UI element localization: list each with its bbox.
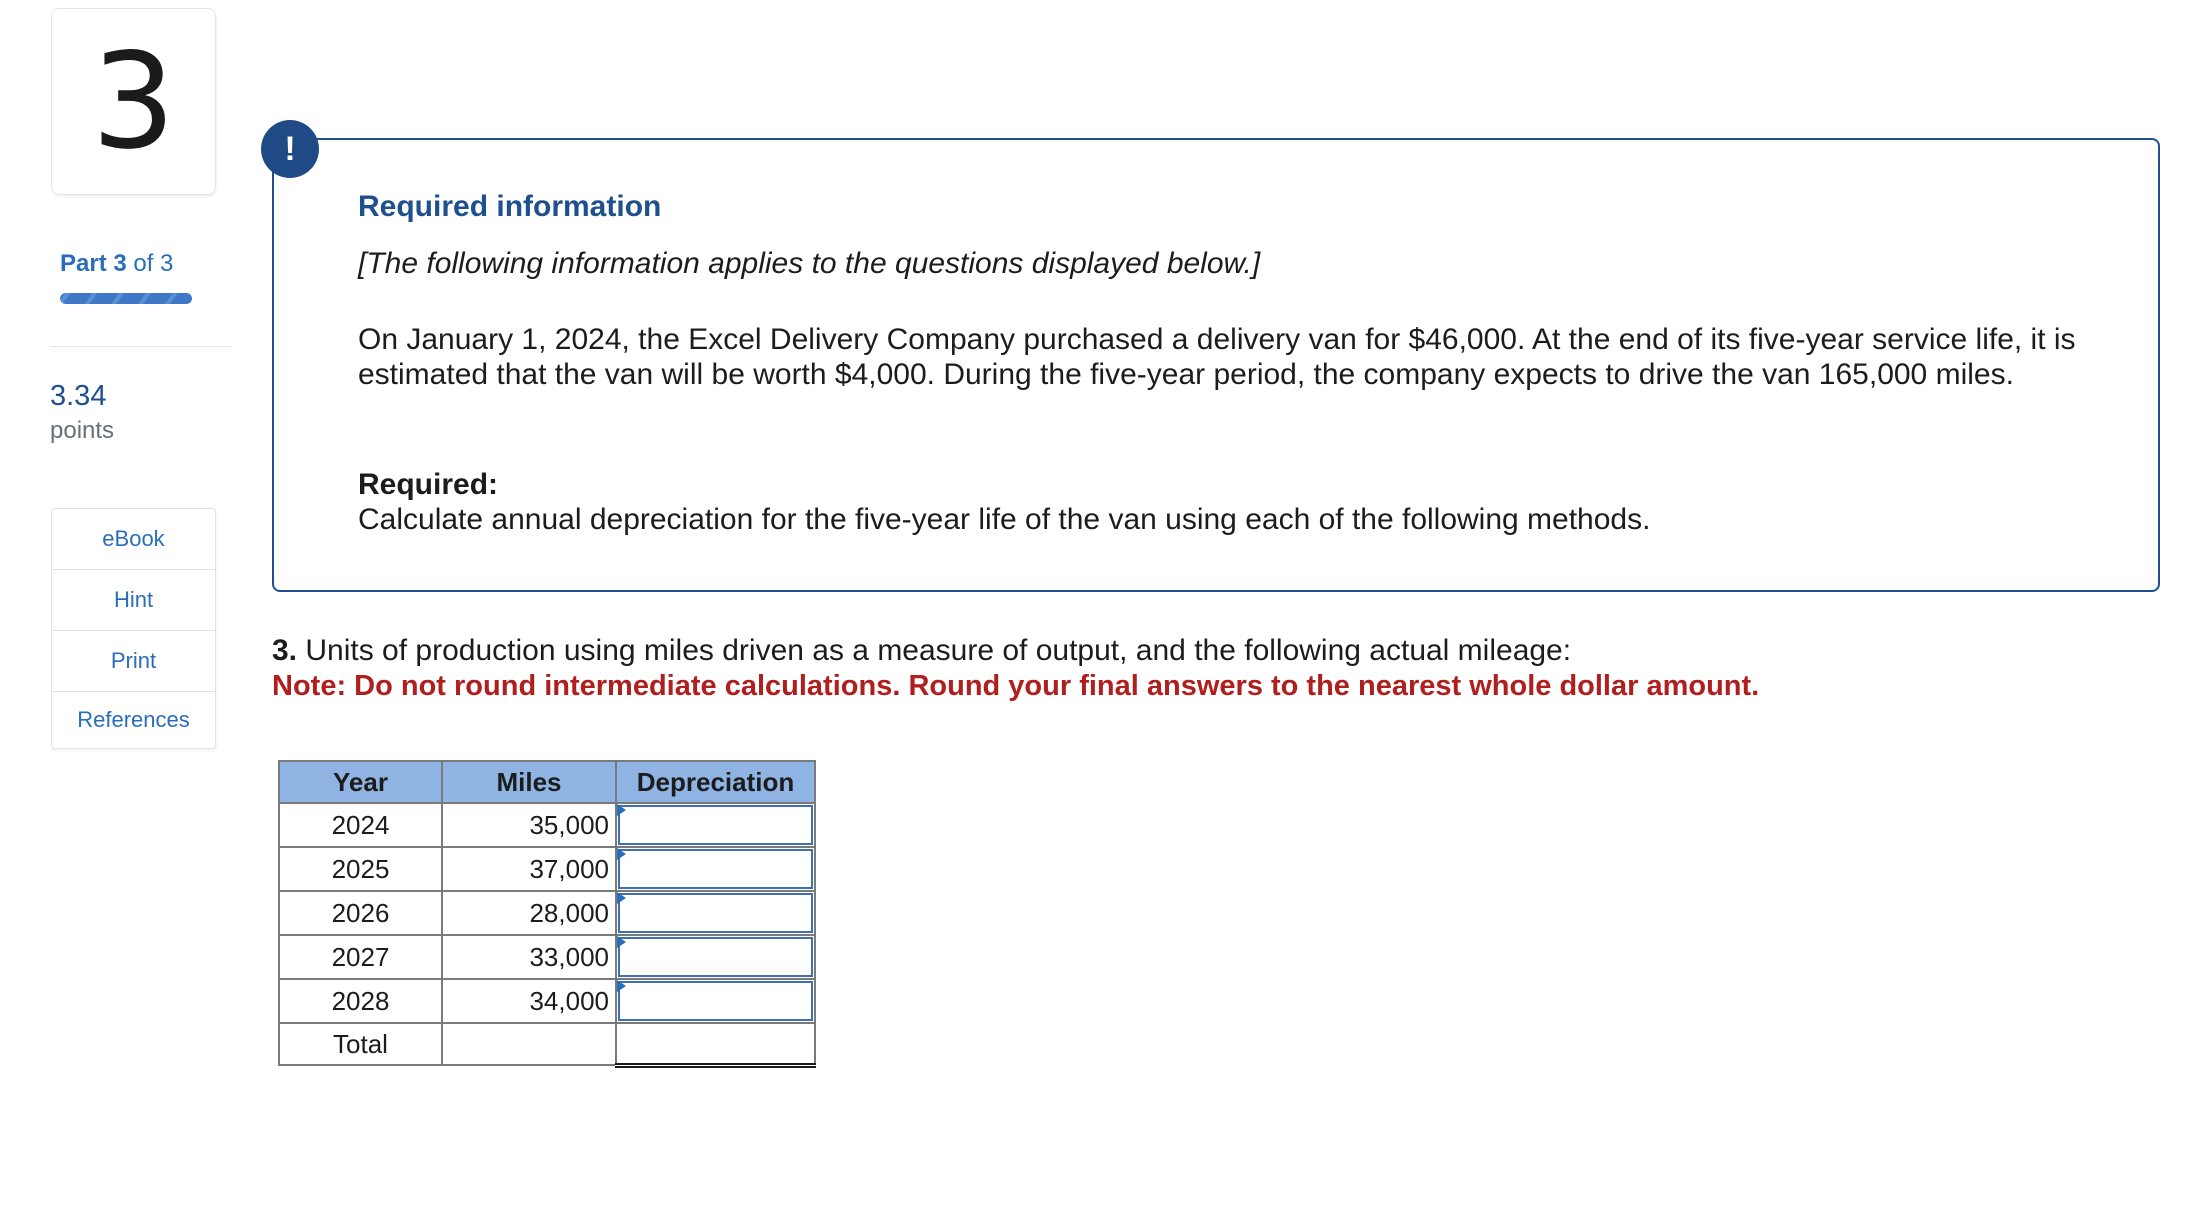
question-number: 3 [51,8,216,195]
table-row [279,935,815,979]
depreciation-cell [616,847,815,891]
depreciation-cell [616,891,815,935]
required-label: Required: [358,468,499,501]
year-cell: 2024 [279,803,442,847]
table-row [279,979,815,1023]
year-cell: 2028 [279,979,442,1023]
year-cell: 2025 [279,847,442,891]
miles-cell: 35,000 [442,803,616,847]
depreciation-input-2025[interactable] [618,849,813,889]
part-indicator-total: of 3 [126,250,174,277]
depreciation-table [278,760,816,1068]
depreciation-cell [616,935,815,979]
sidebar-divider [50,346,232,347]
depreciation-input-2026[interactable] [618,893,813,933]
part-progress-fill [60,293,192,304]
rounding-note: Note: Do not round intermediate calculations. Round your final answers to the nearest whole dollar amount. [272,670,1760,702]
header-depreciation: Depreciation [616,761,815,803]
total-depreciation-cell [616,1023,815,1065]
table-total-row [279,1023,815,1065]
table-row [279,847,815,891]
miles-cell: 37,000 [442,847,616,891]
ebook-button[interactable]: eBook [52,509,215,570]
part-indicator [60,250,173,278]
required-information-title: Required information [358,190,662,223]
input-marker-icon [617,980,626,992]
input-marker-icon [617,892,626,904]
table-row [279,803,815,847]
resource-menu [51,508,216,749]
input-marker-icon [617,804,626,816]
miles-cell: 28,000 [442,891,616,935]
question-prompt [272,634,1571,668]
problem-statement: On January 1, 2024, the Excel Delivery Company purchased a delivery van for $46,000. At the end of its five-year service life, it is estimated that the van will be worth $4,000. During the five-year period, the company expects to drive the van 165,000 miles. [358,323,2076,391]
depreciation-input-2028[interactable] [618,981,813,1021]
part-progress-bar [60,293,192,304]
table-row [279,891,815,935]
hint-button[interactable]: Hint [52,570,215,631]
input-marker-icon [617,848,626,860]
required-instruction: Calculate annual depreciation for the five-year life of the van using each of the following methods. [358,503,1651,536]
points-value: 3.34 [50,380,107,412]
exclamation-icon: ! [261,120,319,178]
print-button[interactable]: Print [52,631,215,692]
depreciation-cell [616,803,815,847]
question-prompt-text: Units of production using miles driven as a measure of output, and the following actual mileage: [297,634,1572,667]
points-label: points [50,417,115,444]
part-indicator-current: Part 3 [60,250,127,277]
miles-cell: 33,000 [442,935,616,979]
header-year: Year [279,761,442,803]
depreciation-input-2024[interactable] [618,805,813,845]
applies-note: [The following information applies to the questions displayed below.] [358,247,1261,280]
input-marker-icon [617,936,626,948]
header-miles: Miles [442,761,616,803]
year-cell: 2027 [279,935,442,979]
total-miles-cell [442,1023,616,1065]
question-prompt-number: 3. [272,634,298,667]
references-button[interactable]: References [77,707,190,732]
table-header-row [279,761,815,803]
total-label: Total [279,1023,442,1065]
miles-cell: 34,000 [442,979,616,1023]
depreciation-input-2027[interactable] [618,937,813,977]
depreciation-cell [616,979,815,1023]
year-cell: 2026 [279,891,442,935]
